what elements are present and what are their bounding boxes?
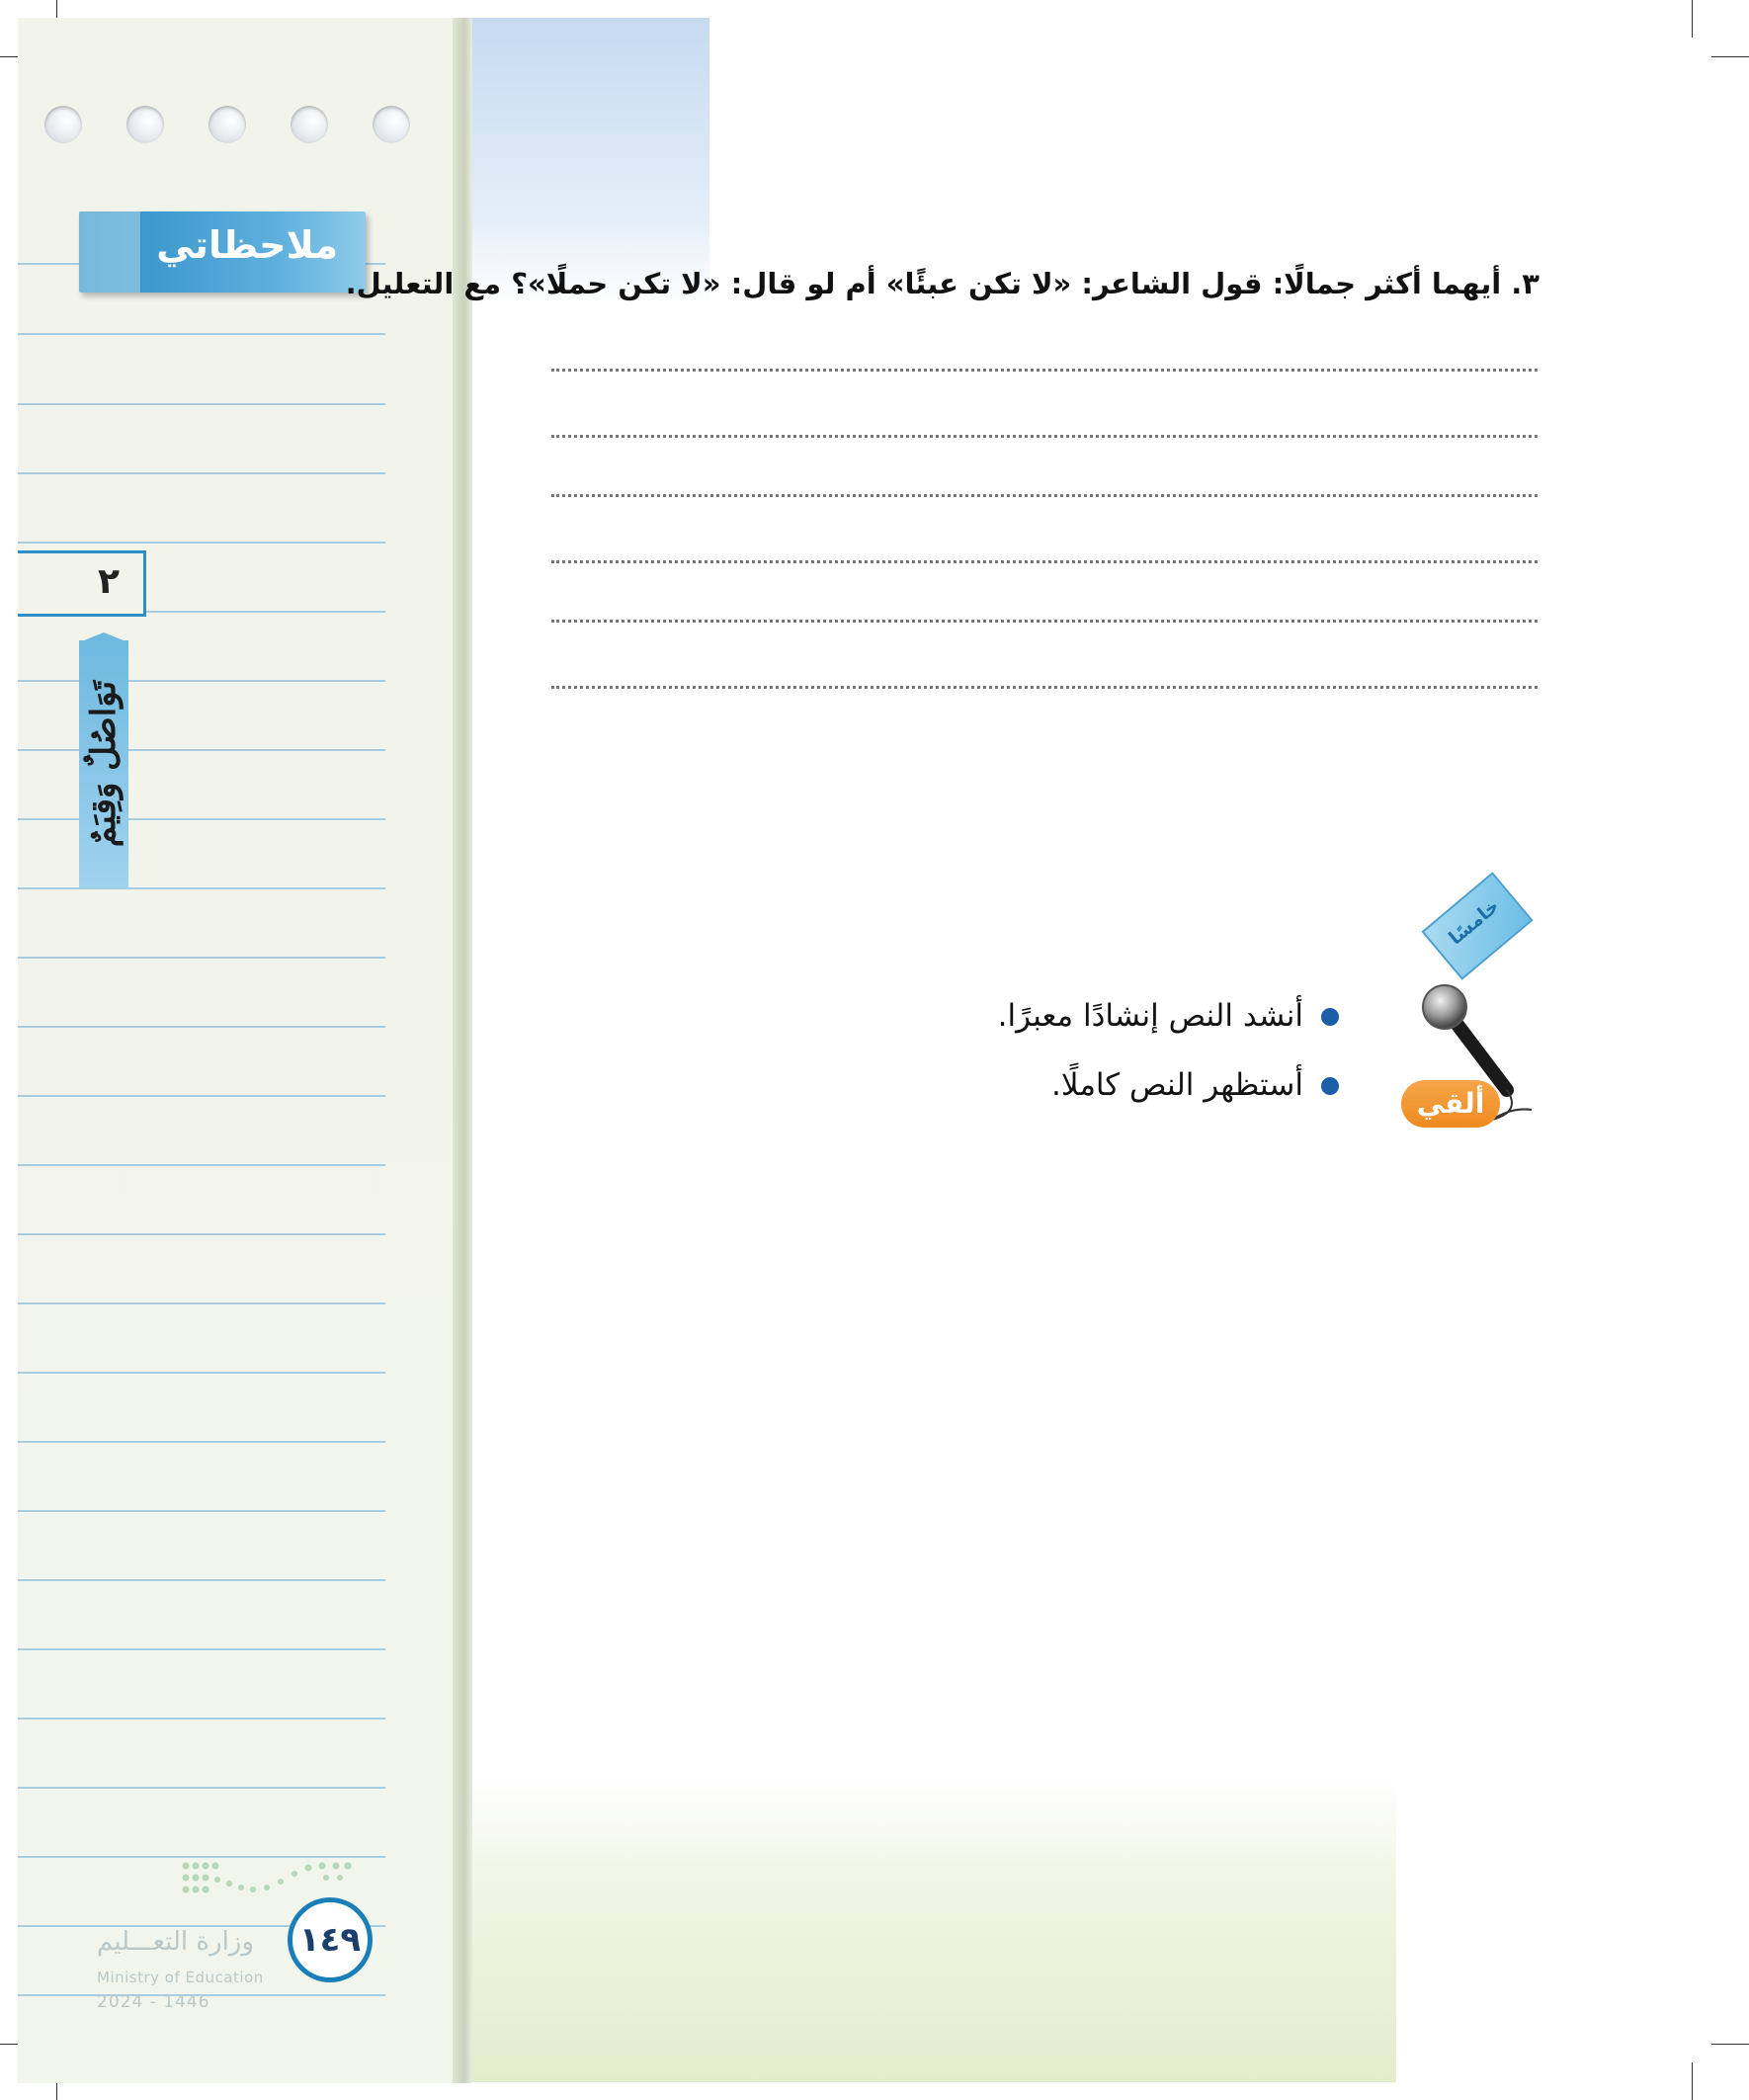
notebook-rule [18, 1579, 385, 1581]
notes-label-text: ملاحظاتي [156, 223, 338, 267]
notebook-rule [18, 1026, 385, 1028]
notebook-rule [18, 1095, 385, 1097]
list-item-text: أنشد النص إنشادًا معبرًا. [997, 998, 1303, 1034]
crop-mark [1711, 56, 1749, 57]
notebook-rule [18, 957, 385, 959]
unit-number-box [18, 550, 146, 617]
recite-badge: ألقي [1401, 1080, 1500, 1128]
list-item-text: أستظهر النص كاملًا. [1050, 1067, 1303, 1103]
notebook-rule [18, 1372, 385, 1374]
answer-line[interactable] [551, 435, 1538, 438]
notes-label-tab [79, 211, 140, 293]
ministry-name-arabic: وزارة التعـــليم [97, 1927, 254, 1957]
binder-hole [373, 106, 410, 143]
ministry-logo-icon [178, 1858, 356, 1902]
answer-line[interactable] [551, 686, 1538, 689]
notebook-rule [18, 1718, 385, 1720]
notebook-rule [18, 680, 385, 682]
crop-mark [1692, 2062, 1693, 2100]
notes-sidebar [18, 18, 467, 2083]
crop-mark [1711, 2044, 1749, 2045]
notebook-rule [18, 1441, 385, 1443]
question-text: ٣. أيهما أكثر جمالًا: قول الشاعر: «لا تكن عبئًا» أم لو قال: «لا تكن حملًا»؟ مع التعليل. [345, 267, 1540, 300]
notebook-rule [18, 1164, 385, 1166]
notebook-rule [18, 1302, 385, 1304]
binder-hole [291, 106, 328, 143]
notebook-rule [18, 542, 385, 544]
notebook-rule [18, 887, 385, 889]
notebook-rule [18, 403, 385, 405]
binder-hole [126, 106, 164, 143]
list-item [647, 998, 1339, 1034]
bullet-dot-icon [1321, 1077, 1339, 1095]
answer-line[interactable] [551, 369, 1538, 372]
binder-hole [208, 106, 246, 143]
page-number: ١٤٩ [298, 1920, 362, 1960]
crop-mark [1692, 0, 1693, 38]
notebook-rule [18, 1648, 385, 1650]
notebook-rule [18, 749, 385, 751]
answer-line[interactable] [551, 494, 1538, 497]
page-number-badge [288, 1897, 373, 1982]
unit-number: ٢ [98, 561, 120, 602]
answer-line[interactable] [551, 620, 1538, 623]
notebook-rule [18, 818, 385, 820]
section-sticker [1421, 872, 1533, 979]
notebook-rule [18, 1233, 385, 1235]
ministry-name-english: Ministry of Education [97, 1969, 264, 1986]
list-item [647, 1067, 1339, 1103]
answer-line[interactable] [551, 560, 1538, 563]
notes-sidebar-edge [453, 18, 472, 2083]
notebook-rule [18, 472, 385, 474]
unit-title: تَوَاصُلٌ وَقِيَمٌ [84, 680, 124, 848]
top-gradient-panel [462, 18, 709, 304]
bottom-gradient-panel [472, 1779, 1396, 2082]
activity-list [647, 998, 1339, 1136]
edition-year: 2024 - 1446 [97, 1992, 210, 2012]
notebook-rule [18, 1510, 385, 1512]
sticker-label: خامسًا [1445, 894, 1504, 950]
bullet-dot-icon [1321, 1008, 1339, 1026]
binder-hole [44, 106, 82, 143]
notebook-rule [18, 1787, 385, 1789]
notebook-rule [18, 333, 385, 335]
